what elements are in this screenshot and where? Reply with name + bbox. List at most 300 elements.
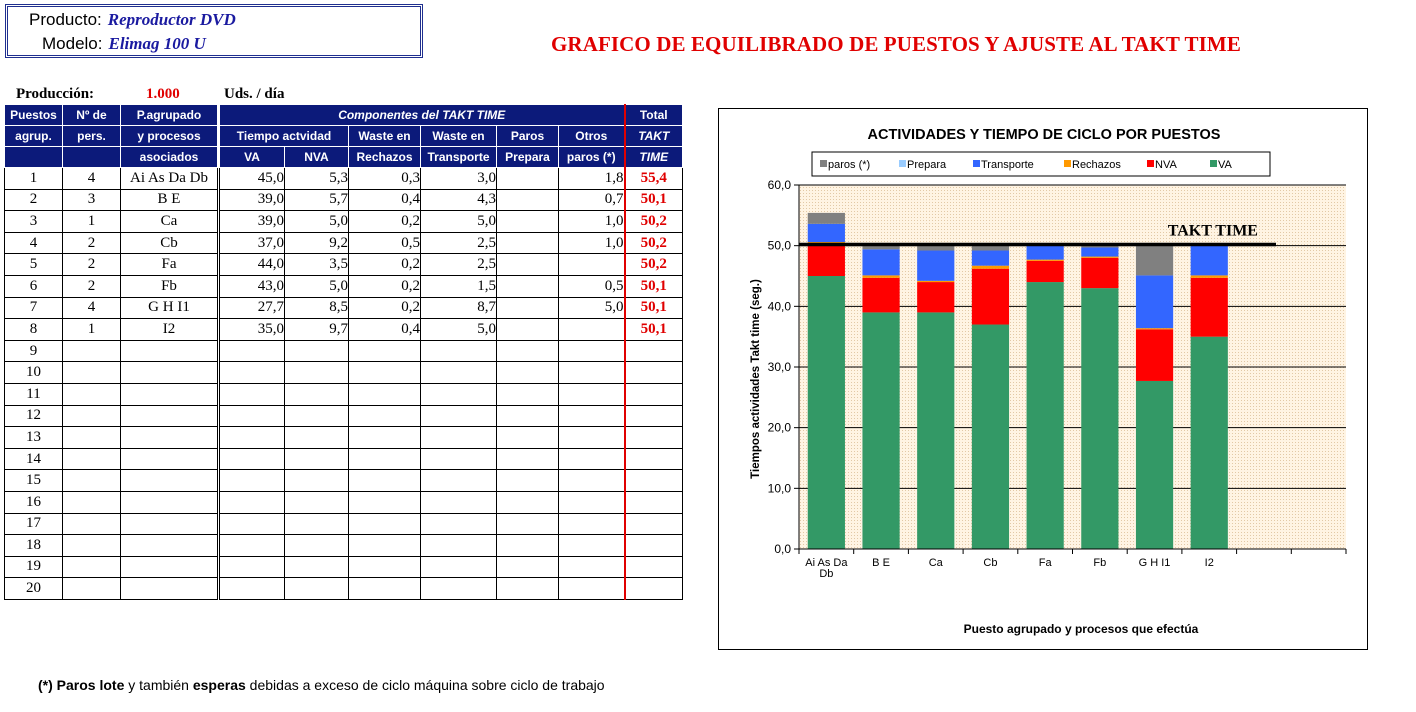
personas-cell: 2 [63, 254, 121, 276]
personas-cell: 4 [63, 168, 121, 190]
total-cell: 50,2 [625, 254, 683, 276]
puesto-cell: 12 [5, 405, 63, 427]
total-cell [625, 362, 683, 384]
transporte-cell [421, 448, 497, 470]
table-row [5, 448, 683, 470]
takt-table [4, 104, 683, 600]
va-cell: 35,0 [219, 319, 285, 341]
y-tick-label: 40,0 [767, 299, 791, 314]
transporte-cell: 4,3 [421, 189, 497, 211]
otros-cell [559, 405, 625, 427]
rechazos-cell [349, 556, 421, 578]
x-tick-label: Cb [983, 557, 998, 569]
page-title: GRAFICO DE EQUILIBRADO DE PUESTOS Y AJUSTE AL TAKT TIME [551, 32, 1241, 56]
va-cell: 39,0 [219, 211, 285, 233]
header-componentes: Componentes del TAKT TIME [219, 105, 625, 126]
header-transp-1: Waste en [421, 126, 497, 147]
total-cell [625, 578, 683, 600]
nva-cell [285, 383, 349, 405]
production-row [16, 86, 285, 103]
table-row [5, 383, 683, 405]
transporte-cell [421, 556, 497, 578]
proceso-cell [121, 556, 219, 578]
table-row [5, 297, 683, 319]
product-info-box [5, 4, 423, 58]
nva-cell: 3,5 [285, 254, 349, 276]
transporte-cell [421, 427, 497, 449]
proceso-cell: I2 [121, 319, 219, 341]
rechazos-cell [349, 578, 421, 600]
otros-cell [559, 513, 625, 535]
nva-cell [285, 362, 349, 384]
puesto-cell: 17 [5, 513, 63, 535]
otros-cell [559, 427, 625, 449]
bar-segment-va [1136, 381, 1173, 549]
total-cell: 50,2 [625, 232, 683, 254]
bar-segment-rechazos [862, 275, 899, 277]
personas-cell: 4 [63, 297, 121, 319]
otros-cell [559, 470, 625, 492]
prepara-cell [497, 535, 559, 557]
va-cell [219, 513, 285, 535]
va-cell: 44,0 [219, 254, 285, 276]
proceso-cell: G H I1 [121, 297, 219, 319]
header-paros-2: Prepara [497, 147, 559, 168]
proceso-cell: Fb [121, 275, 219, 297]
puesto-cell: 14 [5, 448, 63, 470]
nva-cell [285, 491, 349, 513]
prepara-cell [497, 189, 559, 211]
otros-cell [559, 362, 625, 384]
personas-cell [63, 513, 121, 535]
puesto-cell: 2 [5, 189, 63, 211]
header-puestos-2: agrup. [5, 126, 63, 147]
nva-cell [285, 405, 349, 427]
transporte-cell: 3,0 [421, 168, 497, 190]
x-tick-label: Ca [928, 557, 943, 569]
transporte-cell [421, 383, 497, 405]
proceso-cell [121, 535, 219, 557]
otros-cell: 1,8 [559, 168, 625, 190]
bar-segment-rechazos [1081, 257, 1118, 258]
x-tick-label: Fa [1038, 557, 1052, 569]
proceso-cell [121, 491, 219, 513]
total-cell: 50,1 [625, 297, 683, 319]
table-row [5, 319, 683, 341]
personas-cell: 3 [63, 189, 121, 211]
prepara-cell [497, 427, 559, 449]
bar-segment-transporte [862, 249, 899, 275]
prepara-cell [497, 340, 559, 362]
plot-area [768, 178, 1346, 580]
transporte-cell [421, 340, 497, 362]
bar-segment-transporte [1027, 244, 1064, 259]
bar-segment-va [917, 312, 954, 549]
footnote [38, 677, 605, 693]
table-row [5, 470, 683, 492]
header-proc-2: y procesos [121, 126, 219, 147]
total-cell [625, 427, 683, 449]
personas-cell [63, 362, 121, 384]
header-total-3: TIME [625, 147, 683, 168]
header-total-2: TAKT [625, 126, 683, 147]
prepara-cell [497, 448, 559, 470]
prepara-cell [497, 383, 559, 405]
rechazos-cell [349, 470, 421, 492]
production-unit: Uds. / día [224, 86, 285, 102]
personas-cell: 1 [63, 319, 121, 341]
bar-segment-va [808, 276, 845, 549]
rechazos-cell: 0,2 [349, 211, 421, 233]
prepara-cell [497, 405, 559, 427]
bar-segment-transporte [972, 251, 1009, 266]
rechazos-cell: 0,3 [349, 168, 421, 190]
header-proc-1: P.agrupado [121, 105, 219, 126]
header-paros-1: Paros [497, 126, 559, 147]
rechazos-cell [349, 513, 421, 535]
table-row [5, 211, 683, 233]
total-cell [625, 448, 683, 470]
personas-cell [63, 405, 121, 427]
proceso-cell [121, 383, 219, 405]
bar-segment-va [1081, 288, 1118, 549]
header-puestos-3 [5, 147, 63, 168]
personas-cell: 1 [63, 211, 121, 233]
table-row [5, 405, 683, 427]
personas-cell [63, 578, 121, 600]
otros-cell: 0,7 [559, 189, 625, 211]
puesto-cell: 8 [5, 319, 63, 341]
footnote-prefix: (*) [38, 677, 57, 693]
otros-cell [559, 340, 625, 362]
bar-segment-paros [1136, 245, 1173, 275]
bar-segment-transporte [1081, 247, 1118, 256]
total-cell [625, 556, 683, 578]
bar-segment-rechazos [1027, 260, 1064, 261]
bar-segment-transporte [1191, 245, 1228, 275]
transporte-cell: 2,5 [421, 254, 497, 276]
va-cell: 45,0 [219, 168, 285, 190]
production-value: 1.000 [146, 86, 180, 102]
legend-label: VA [1218, 159, 1232, 171]
x-tick-label: Ai As Da [805, 557, 848, 569]
table-row [5, 578, 683, 600]
header-tiempo: Tiempo actvidad [219, 126, 349, 147]
otros-cell [559, 319, 625, 341]
legend-label: Rechazos [1072, 159, 1121, 171]
y-tick-label: 60,0 [767, 178, 791, 192]
prepara-cell [497, 319, 559, 341]
table-row [5, 189, 683, 211]
legend-swatch [973, 160, 980, 167]
bar-segment-rechazos [1136, 328, 1173, 329]
total-cell [625, 470, 683, 492]
footnote-bold-2: esperas [192, 677, 246, 693]
header-rech-1: Waste en [349, 126, 421, 147]
nva-cell [285, 427, 349, 449]
nva-cell [285, 448, 349, 470]
total-cell [625, 405, 683, 427]
legend-label: paros (*) [828, 159, 871, 171]
production-label: Producción: [16, 86, 95, 102]
transporte-cell [421, 491, 497, 513]
transporte-cell: 5,0 [421, 211, 497, 233]
header-pers-3 [63, 147, 121, 168]
rechazos-cell [349, 491, 421, 513]
transporte-cell [421, 513, 497, 535]
puesto-cell: 20 [5, 578, 63, 600]
bar-segment-transporte [917, 251, 954, 281]
transporte-cell: 8,7 [421, 297, 497, 319]
proceso-cell [121, 340, 219, 362]
chart-title: ACTIVIDADES Y TIEMPO DE CICLO POR PUESTOS [867, 127, 1221, 143]
otros-cell: 1,0 [559, 211, 625, 233]
va-cell [219, 470, 285, 492]
legend-box [812, 152, 1270, 176]
puesto-cell: 4 [5, 232, 63, 254]
va-cell: 37,0 [219, 232, 285, 254]
prepara-cell [497, 470, 559, 492]
nva-cell [285, 513, 349, 535]
legend-swatch [1210, 160, 1217, 167]
product-line [29, 10, 236, 30]
prepara-cell [497, 513, 559, 535]
rechazos-cell [349, 535, 421, 557]
legend-swatch [820, 160, 827, 167]
footnote-text-2: debidas a exceso de ciclo máquina sobre ciclo de trabajo [245, 677, 605, 693]
bar-segment-nva [808, 244, 845, 276]
header-total-1: Total [625, 105, 683, 126]
footnote-text-1: y también [124, 677, 193, 693]
nva-cell: 5,0 [285, 275, 349, 297]
puesto-cell: 7 [5, 297, 63, 319]
va-cell [219, 383, 285, 405]
nva-cell: 5,7 [285, 189, 349, 211]
bar-segment-va [972, 325, 1009, 549]
y-tick-label: 50,0 [767, 238, 791, 253]
personas-cell: 2 [63, 275, 121, 297]
table-row [5, 556, 683, 578]
personas-cell [63, 383, 121, 405]
legend-swatch [899, 160, 906, 167]
legend-label: NVA [1155, 159, 1177, 171]
rechazos-cell [349, 383, 421, 405]
bar-segment-nva [1027, 261, 1064, 282]
x-tick-label: Db [819, 568, 834, 580]
legend-label: Prepara [907, 159, 947, 171]
transporte-cell [421, 535, 497, 557]
bar-segment-va [1027, 282, 1064, 549]
va-cell [219, 556, 285, 578]
nva-cell [285, 535, 349, 557]
rechazos-cell [349, 340, 421, 362]
otros-cell [559, 383, 625, 405]
proceso-cell [121, 448, 219, 470]
personas-cell [63, 556, 121, 578]
nva-cell: 5,3 [285, 168, 349, 190]
proceso-cell [121, 513, 219, 535]
transporte-cell [421, 405, 497, 427]
va-cell [219, 405, 285, 427]
personas-cell: 2 [63, 232, 121, 254]
model-label: Modelo: [42, 34, 103, 53]
va-cell [219, 340, 285, 362]
header-va: VA [219, 147, 285, 168]
total-cell [625, 513, 683, 535]
total-cell: 50,2 [625, 211, 683, 233]
va-cell: 39,0 [219, 189, 285, 211]
nva-cell: 5,0 [285, 211, 349, 233]
rechazos-cell: 0,2 [349, 254, 421, 276]
va-cell: 43,0 [219, 275, 285, 297]
proceso-cell: Cb [121, 232, 219, 254]
x-tick-label: G H I1 [1138, 557, 1171, 569]
va-cell [219, 427, 285, 449]
model-value: Elimag 100 U [108, 34, 206, 53]
puesto-cell: 11 [5, 383, 63, 405]
personas-cell [63, 535, 121, 557]
table-row [5, 168, 683, 190]
proceso-cell [121, 405, 219, 427]
y-axis-label: Tiempos actividades Takt time (seg.) [750, 279, 762, 479]
bar-segment-va [1191, 337, 1228, 549]
prepara-cell [497, 556, 559, 578]
prepara-cell [497, 362, 559, 384]
rechazos-cell: 0,4 [349, 189, 421, 211]
prepara-cell [497, 578, 559, 600]
table-row [5, 513, 683, 535]
y-tick-label: 0,0 [774, 542, 791, 556]
puesto-cell: 15 [5, 470, 63, 492]
prepara-cell [497, 211, 559, 233]
transporte-cell [421, 470, 497, 492]
otros-cell [559, 556, 625, 578]
product-value: Reproductor DVD [107, 10, 236, 29]
header-nva: NVA [285, 147, 349, 168]
total-cell: 50,1 [625, 319, 683, 341]
proceso-cell: Fa [121, 254, 219, 276]
x-tick-label: B E [872, 557, 890, 569]
prepara-cell [497, 275, 559, 297]
proceso-cell [121, 427, 219, 449]
otros-cell [559, 448, 625, 470]
proceso-cell [121, 470, 219, 492]
transporte-cell: 1,5 [421, 275, 497, 297]
puesto-cell: 13 [5, 427, 63, 449]
va-cell: 27,7 [219, 297, 285, 319]
personas-cell [63, 427, 121, 449]
table-row [5, 535, 683, 557]
header-otros-1: Otros [559, 126, 625, 147]
nva-cell [285, 340, 349, 362]
header-otros-2: paros (*) [559, 147, 625, 168]
proceso-cell [121, 578, 219, 600]
personas-cell [63, 448, 121, 470]
transporte-cell [421, 362, 497, 384]
otros-cell: 5,0 [559, 297, 625, 319]
va-cell [219, 535, 285, 557]
y-tick-label: 20,0 [767, 420, 791, 435]
bar-segment-nva [1081, 258, 1118, 288]
table-row [5, 427, 683, 449]
y-tick-label: 10,0 [767, 481, 791, 496]
puesto-cell: 5 [5, 254, 63, 276]
total-cell [625, 535, 683, 557]
puesto-cell: 1 [5, 168, 63, 190]
transporte-cell [421, 578, 497, 600]
table-row [5, 232, 683, 254]
proceso-cell: Ai As Da Db [121, 168, 219, 190]
bar-segment-nva [1191, 278, 1228, 337]
prepara-cell [497, 254, 559, 276]
bar-segment-nva [917, 282, 954, 312]
puesto-cell: 19 [5, 556, 63, 578]
nva-cell [285, 578, 349, 600]
bar-segment-nva [1136, 329, 1173, 381]
bar-segment-paros [808, 213, 845, 224]
total-cell [625, 340, 683, 362]
va-cell [219, 448, 285, 470]
nva-cell [285, 470, 349, 492]
nva-cell [285, 556, 349, 578]
proceso-cell: B E [121, 189, 219, 211]
prepara-cell [497, 168, 559, 190]
nva-cell: 8,5 [285, 297, 349, 319]
puesto-cell: 10 [5, 362, 63, 384]
bar-segment-rechazos [972, 266, 1009, 269]
bar-segment-transporte [1136, 275, 1173, 328]
puesto-cell: 16 [5, 491, 63, 513]
bar-segment-va [862, 312, 899, 549]
header-pers-1: Nº de [63, 105, 121, 126]
legend-label: Transporte [981, 159, 1034, 171]
chart-frame [718, 108, 1368, 650]
bar-segment-rechazos [1191, 275, 1228, 277]
va-cell [219, 491, 285, 513]
header-pers-2: pers. [63, 126, 121, 147]
otros-cell: 1,0 [559, 232, 625, 254]
footnote-bold-1: Paros lote [56, 677, 125, 693]
personas-cell [63, 470, 121, 492]
table-row [5, 275, 683, 297]
otros-cell [559, 578, 625, 600]
transporte-cell: 2,5 [421, 232, 497, 254]
prepara-cell [497, 491, 559, 513]
x-axis-label: Puesto agrupado y procesos que efectúa [963, 622, 1199, 636]
bar-segment-rechazos [917, 281, 954, 282]
prepara-cell [497, 232, 559, 254]
proceso-cell: Ca [121, 211, 219, 233]
puesto-cell: 3 [5, 211, 63, 233]
header-transp-2: Transporte [421, 147, 497, 168]
rechazos-cell [349, 448, 421, 470]
proceso-cell [121, 362, 219, 384]
bar-segment-transporte [808, 224, 845, 242]
otros-cell [559, 535, 625, 557]
y-tick-label: 30,0 [767, 360, 791, 374]
rechazos-cell [349, 362, 421, 384]
va-cell [219, 362, 285, 384]
total-cell: 50,1 [625, 275, 683, 297]
personas-cell [63, 491, 121, 513]
header-rech-2: Rechazos [349, 147, 421, 168]
stacked-bar-chart [719, 109, 1367, 649]
personas-cell [63, 340, 121, 362]
rechazos-cell: 0,2 [349, 297, 421, 319]
puesto-cell: 9 [5, 340, 63, 362]
otros-cell [559, 491, 625, 513]
total-cell [625, 491, 683, 513]
